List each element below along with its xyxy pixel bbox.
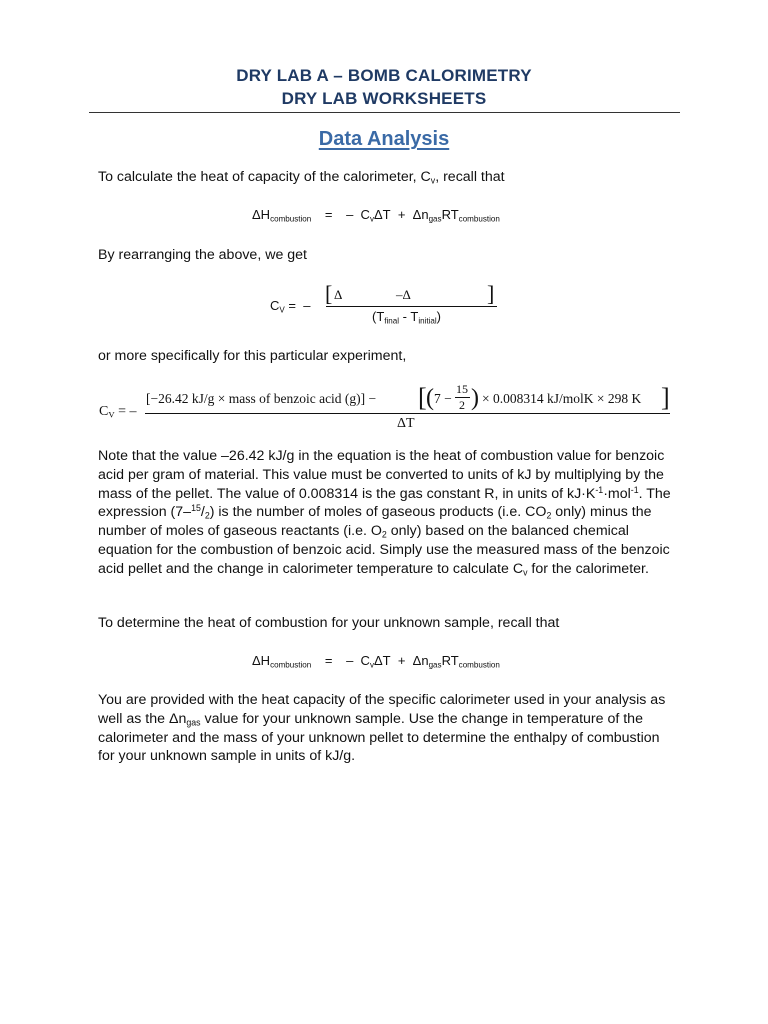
paragraph-rearrange: By rearranging the above, we get [98, 247, 308, 263]
paragraph-specific: or more specifically for this particular experiment, [98, 348, 407, 364]
eq-spec-paren-close: ) [471, 385, 479, 411]
eq-spec-num-part1: [−26.42 kJ/g × mass of benzoic acid (g)] − [146, 391, 377, 406]
eq-spec-outer-open: [ [418, 383, 427, 412]
header-line-1: DRY LAB A – BOMB CALORIMETRY [236, 66, 532, 85]
eq-spec-frac-den: 2 [459, 398, 465, 412]
eq-spec-fraction-bar [145, 413, 670, 414]
eq-cv-lhs: $C_V$ = – [270, 298, 311, 315]
section-title: Data Analysis [318, 128, 450, 150]
header-rule [89, 112, 680, 113]
eq-spec-frac-num: 15 [456, 382, 468, 396]
eq-spec-num-part3: × 0.008314 kJ/molK × 298 K [482, 391, 642, 406]
equation-enthalpy-2: $\Delta H_{combustion}$ = – $C_v\Delta T + \Delta n_{gas}RT_{combustion}$ [252, 653, 500, 670]
header-line-2: DRY LAB WORKSHEETS [281, 89, 487, 108]
eq-spec-paren-open: ( [426, 385, 434, 411]
eq-spec-denominator: ΔT [397, 416, 415, 431]
eq-cv-num-mid: –Δ [396, 287, 411, 302]
eq-spec-num-part2: 7 − [434, 391, 452, 406]
eq-spec-lhs: $C_V$ = – [99, 404, 137, 420]
equation-enthalpy-1: $\Delta H_{combustion}$ = – $C_v\Delta T + \Delta n_{gas}RT_{combustion}$ [252, 207, 500, 224]
eq-cv-open-bracket: [ [325, 281, 333, 306]
paragraph-unknown: To determine the heat of combustion for your unknown sample, recall that [98, 615, 560, 631]
eq-spec-outer-close: ] [661, 383, 670, 412]
eq-cv-fraction-bar [326, 306, 497, 307]
paragraph-provided: You are provided with the heat capacity of the specific calorimeter used in your analysis as well as the $\Delta n_{gas}$ value for your unknown sample. Use the change in temperature of the calorimeter and the mass of your unknown pellet to determine the enthalpy of combustion for your unknown sample in units of kJ/g. [98, 692, 666, 765]
document-header [0, 64, 768, 110]
paragraph-note: Note that the value –26.42 kJ/g in the equation is the heat of combustion value for benzoic acid per gram of material. This value must be converted to units of kJ by multiplying by the mass of the pellet. The value of 0.008314 is the gas constant R, in units of $kJ\cdot K^{-1}\cdot mol^{-1}$. The expression $(7-^{15}/_2)$ is the number of moles of gaseous products (i.e. $CO_2$ only) minus the number of moles of gaseous reactants (i.e. $O_2$ only) based on the balanced chemical equation for the combustion of benzoic acid. Simply use the measured mass of the benzoic acid pellet and the change in calorimeter temperature to calculate $C_v$ for the calorimeter. [98, 448, 671, 578]
eq-cv-num-left: Δ [334, 287, 343, 302]
paragraph-intro: To calculate the heat of capacity of the calorimeter, $C_v$, recall that [98, 169, 505, 186]
eq-cv-close-bracket: ] [487, 281, 495, 306]
eq-cv-denominator: $(T_{final} - T_{initial})$ [372, 309, 441, 326]
